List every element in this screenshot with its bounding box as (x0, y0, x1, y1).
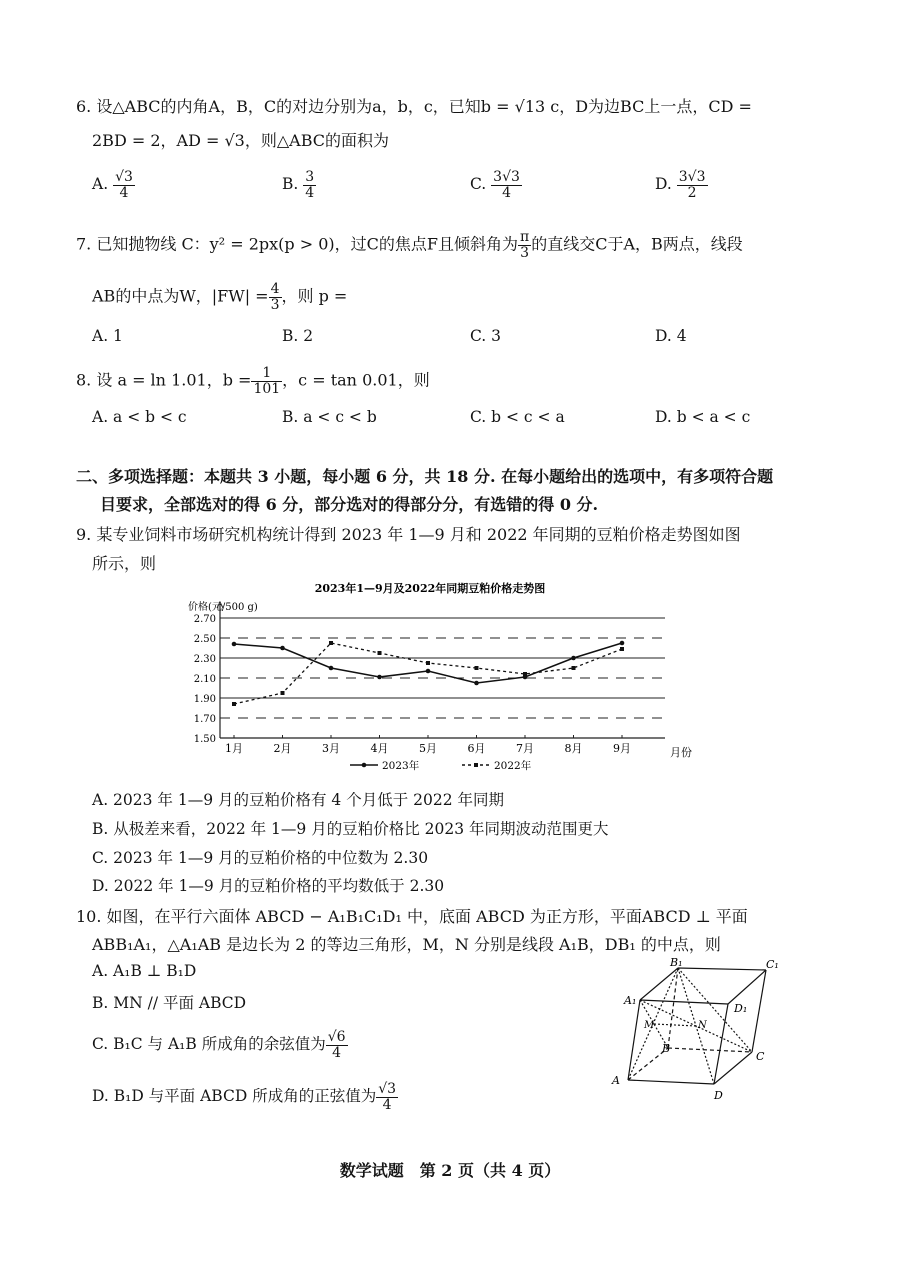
vertex-label-a: A (612, 1074, 620, 1087)
vertex-label-d1: D₁ (734, 1002, 748, 1015)
chart-legend-entry: 2023年 (382, 760, 420, 772)
chart-x-tick-label: 4月 (370, 742, 389, 755)
q6-option-b: B. $\frac{3}{4}$ (282, 169, 315, 201)
q6-option-d: D. $\frac{3√3}{2}$ (655, 169, 706, 201)
q8-option-c: C. b < c < a (470, 408, 565, 426)
chart-point-2023年 (426, 669, 431, 674)
chart-x-tick-label: 3月 (322, 742, 340, 755)
q7-line2: AB的中点为W，|FW| = $\frac{4}{3}$ ，则 p = (92, 281, 348, 313)
chart-title: 2023年1—9月及2022年同期豆粕价格走势图 (314, 582, 546, 595)
q7-option-c: C. 3 (470, 327, 502, 345)
chart-x-tick-label: 7月 (516, 742, 534, 755)
section2-heading-line2: 目要求，全部选对的得 6 分，部分选对的得部分分，有选错的得 0 分. (100, 495, 599, 514)
q10-line1: 10. 如图，在平行六面体 ABCD − A₁B₁C₁D₁ 中，底面 ABCD 为正方形，平面ABCD ⊥ 平面 (76, 907, 748, 926)
page-footer: 数学试题 第 2 页（共 4 页） (339, 1161, 561, 1180)
q9-option-a: A. 2023 年 1—9 月的豆粕价格有 4 个月低于 2022 年同期 (92, 791, 505, 809)
chart-legend-marker (362, 763, 367, 768)
chart-point-2022年 (475, 666, 479, 670)
q6-line1: 6. 设△ABC的内角A，B，C的对边分别为a，b，c，已知b = √13 c，D为边BC上一点，CD = (76, 97, 752, 116)
q7-option-d: D. 4 (655, 327, 687, 345)
q10-option-b: B. MN // 平面 ABCD (92, 994, 247, 1012)
chart-point-2022年 (523, 672, 527, 676)
chart-y-tick-label: 2.70 (193, 614, 216, 625)
q7-option-a: A. 1 (92, 327, 123, 345)
chart-x-tick-label: 2月 (273, 742, 292, 755)
chart-x-tick-label: 5月 (419, 742, 437, 755)
chart-y-axis-label: 价格(元/500 g) (188, 602, 258, 613)
q8-line1: 8. 设 a = ln 1.01，b = $\frac{1}{101}$ ，c = tan 0.01，则 (76, 365, 430, 397)
chart-y-tick-label: 2.30 (193, 654, 216, 665)
vertex-label-b: B (662, 1042, 671, 1055)
q9-option-c: C. 2023 年 1—9 月的豆粕价格的中位数为 2.30 (92, 849, 429, 867)
chart-legend-marker (474, 763, 478, 767)
soybean-meal-price-chart (150, 578, 710, 778)
chart-y-tick-label: 2.50 (193, 634, 216, 645)
q8-option-b: B. a < c < b (282, 408, 377, 426)
chart-x-tick-label: 6月 (467, 742, 486, 755)
chart-point-2023年 (280, 646, 285, 651)
q7-line1: 7. 已知抛物线 C：y² = 2px(p > 0)，过C的焦点F且倾斜角为 $\frac{\pi}{3}$ 的直线交C于A，B两点，线段 (76, 229, 743, 261)
section2-heading-line1: 二、多项选择题：本题共 3 小题，每小题 6 分，共 18 分. 在每小题给出的选项中，有多项符合题 (76, 467, 774, 486)
q9-option-d: D. 2022 年 1—9 月的豆粕价格的平均数低于 2.30 (92, 877, 445, 895)
chart-point-2023年 (620, 641, 625, 646)
q8-option-a: A. a < b < c (92, 408, 187, 426)
q9-line2: 所示，则 (92, 554, 157, 573)
vertex-label-b1: B₁ (670, 956, 683, 969)
chart-point-2022年 (620, 647, 624, 651)
chart-x-tick-label: 8月 (564, 742, 583, 755)
chart-point-2022年 (572, 666, 576, 670)
point-label-m: M (644, 1020, 655, 1031)
q6-option-a: A. $\frac{√3}{4}$ (92, 169, 133, 201)
chart-point-2023年 (329, 666, 334, 671)
q10-option-d: D. B₁D 与平面 ABCD 所成角的正弦值为 $\frac{√3}{4}$ (92, 1081, 397, 1113)
chart-point-2023年 (474, 681, 479, 686)
q6-line2: 2BD = 2，AD = √3，则△ABC的面积为 (92, 131, 390, 150)
chart-y-tick-label: 1.70 (193, 714, 216, 725)
q9-line1: 9. 某专业饲料市场研究机构统计得到 2023 年 1—9 月和 2022 年同期的豆粕价格走势图如图 (76, 525, 741, 544)
chart-legend-entry: 2022年 (494, 760, 532, 772)
chart-point-2023年 (377, 675, 382, 680)
chart-point-2022年 (281, 691, 285, 695)
q7-option-b: B. 2 (282, 327, 314, 345)
chart-point-2022年 (232, 702, 236, 706)
chart-point-2022年 (329, 641, 333, 645)
vertex-label-a1: A₁ (624, 994, 637, 1007)
q9-option-b: B. 从极差来看，2022 年 1—9 月的豆粕价格比 2023 年同期波动范围更大 (92, 820, 609, 838)
vertex-label-c1: C₁ (766, 958, 779, 971)
chart-y-tick-label: 1.90 (193, 694, 216, 705)
chart-x-axis-label: 月份 (670, 746, 692, 759)
vertex-label-c: C (756, 1050, 765, 1063)
chart-point-2022年 (378, 651, 382, 655)
vertex-label-d: D (714, 1089, 723, 1102)
q10-option-a: A. A₁B ⊥ B₁D (92, 962, 197, 980)
chart-point-2022年 (426, 661, 430, 665)
chart-x-tick-label: 1月 (225, 742, 243, 755)
chart-y-tick-label: 1.50 (193, 734, 216, 745)
parallelepiped-figure (610, 956, 810, 1102)
chart-point-2023年 (571, 656, 576, 661)
point-label-n: N (698, 1020, 707, 1031)
chart-y-tick-label: 2.10 (193, 674, 216, 685)
q6-option-c: C. $\frac{3√3}{4}$ (470, 169, 520, 201)
q8-option-d: D. b < a < c (655, 408, 751, 426)
q10-line2: ABB₁A₁，△A₁AB 是边长为 2 的等边三角形，M，N 分别是线段 A₁B，DB₁ 的中点，则 (92, 935, 721, 954)
chart-x-tick-label: 9月 (613, 742, 631, 755)
q10-option-c: C. B₁C 与 A₁B 所成角的余弦值为 $\frac{√6}{4}$ (92, 1029, 346, 1061)
chart-point-2023年 (232, 642, 237, 647)
